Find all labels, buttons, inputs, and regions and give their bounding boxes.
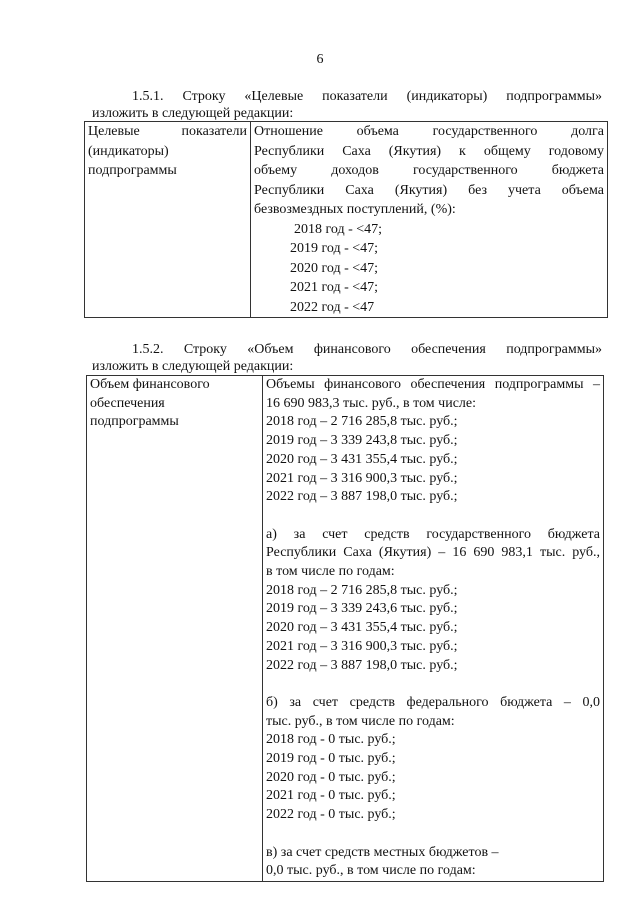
year-line: 2021 год - 0 тыс. руб.; — [266, 788, 396, 804]
block-spacer — [266, 825, 600, 844]
label-line: Целевые показатели — [88, 124, 247, 139]
target-indicators-value-cell — [251, 122, 608, 318]
value-line: тыс. руб., в том числе по годам: — [266, 713, 455, 729]
table-row — [85, 122, 608, 318]
year-line: 2019 год - 0 тыс. руб.; — [266, 751, 396, 767]
page-number: 6 — [316, 52, 324, 67]
label-line: обеспечения — [90, 395, 165, 411]
year-line: 2018 год – 2 716 285,8 тыс. руб.; — [266, 582, 458, 598]
year-line: 2020 год - 0 тыс. руб.; — [266, 769, 396, 785]
year-line: 2022 год - <47 — [290, 299, 375, 315]
section-2-intro-line-2: изложить в следующей редакции: — [92, 359, 294, 374]
label-line: Объем финансового — [90, 377, 210, 392]
financing-volume-table — [86, 375, 604, 882]
target-indicators-label-cell — [85, 122, 251, 318]
value-line: в) за счет средств местных бюджетов – — [266, 844, 499, 860]
value-line: в том числе по годам: — [266, 564, 395, 580]
year-line: 2022 год – 3 887 198,0 тыс. руб.; — [266, 489, 458, 505]
target-indicators-table — [84, 121, 608, 318]
financing-volume-label-cell — [87, 376, 263, 882]
value-line: б) за счет средств федерального бюджета – 0,0 — [266, 694, 600, 710]
year-line: 2020 год - <47; — [290, 260, 379, 276]
value-line: 16 690 983,3 тыс. руб., в том числе: — [266, 395, 476, 411]
year-line: 2018 год – 2 716 285,8 тыс. руб.; — [266, 414, 458, 430]
year-line: 2022 год - 0 тыс. руб.; — [266, 807, 396, 823]
year-line: 2020 год – 3 431 355,4 тыс. руб.; — [266, 451, 458, 467]
year-line: 2021 год - <47; — [290, 280, 379, 295]
section-1-intro — [92, 88, 602, 122]
year-line: 2019 год - <47; — [290, 241, 379, 256]
section-1-intro-line-2: изложить в следующей редакции: — [92, 106, 294, 121]
year-line: 2019 год – 3 339 243,6 тыс. руб.; — [266, 601, 458, 617]
block-spacer — [266, 675, 600, 694]
value-line: Республики Саха (Якутия) – 16 690 983,1 тыс. руб., — [266, 545, 600, 561]
year-line: 2022 год – 3 887 198,0 тыс. руб.; — [266, 657, 458, 673]
block-spacer — [266, 507, 600, 526]
value-line: а) за счет средств государственного бюджета — [266, 526, 600, 542]
year-line: 2020 год – 3 431 355,4 тыс. руб.; — [266, 620, 458, 636]
value-line: Республики Саха (Якутия) к общему годовому — [254, 143, 604, 159]
table-row — [87, 376, 604, 882]
year-line: 2021 год – 3 316 900,3 тыс. руб.; — [266, 638, 458, 654]
section-2-intro-line-1: 1.5.2. Строку «Объем финансового обеспечения подпрограммы» — [132, 342, 602, 357]
year-line: 2018 год - 0 тыс. руб.; — [266, 732, 396, 748]
section-1-intro-line-1: 1.5.1. Строку «Целевые показатели (индикаторы) подпрограммы» — [132, 89, 602, 104]
label-line: подпрограммы — [90, 414, 179, 430]
value-line: Отношение объема государственного долга — [254, 124, 604, 139]
label-line: подпрограммы — [88, 163, 177, 178]
year-line: 2021 год – 3 316 900,3 тыс. руб.; — [266, 470, 458, 486]
value-line: Республики Саха (Якутия) без учета объема — [254, 182, 604, 198]
value-line: 0,0 тыс. руб., в том числе по годам: — [266, 863, 476, 879]
label-line: (индикаторы) — [88, 143, 169, 159]
section-2-intro — [92, 341, 602, 375]
year-line: 2018 год - <47; — [294, 221, 383, 237]
value-line: Объемы финансового обеспечения подпрограммы – — [266, 377, 600, 392]
year-line: 2019 год – 3 339 243,8 тыс. руб.; — [266, 433, 458, 449]
financing-volume-value-cell — [263, 376, 604, 882]
value-line: безвозмездных поступлений, (%): — [254, 202, 456, 217]
value-line: объему доходов государственного бюджета — [254, 163, 604, 178]
